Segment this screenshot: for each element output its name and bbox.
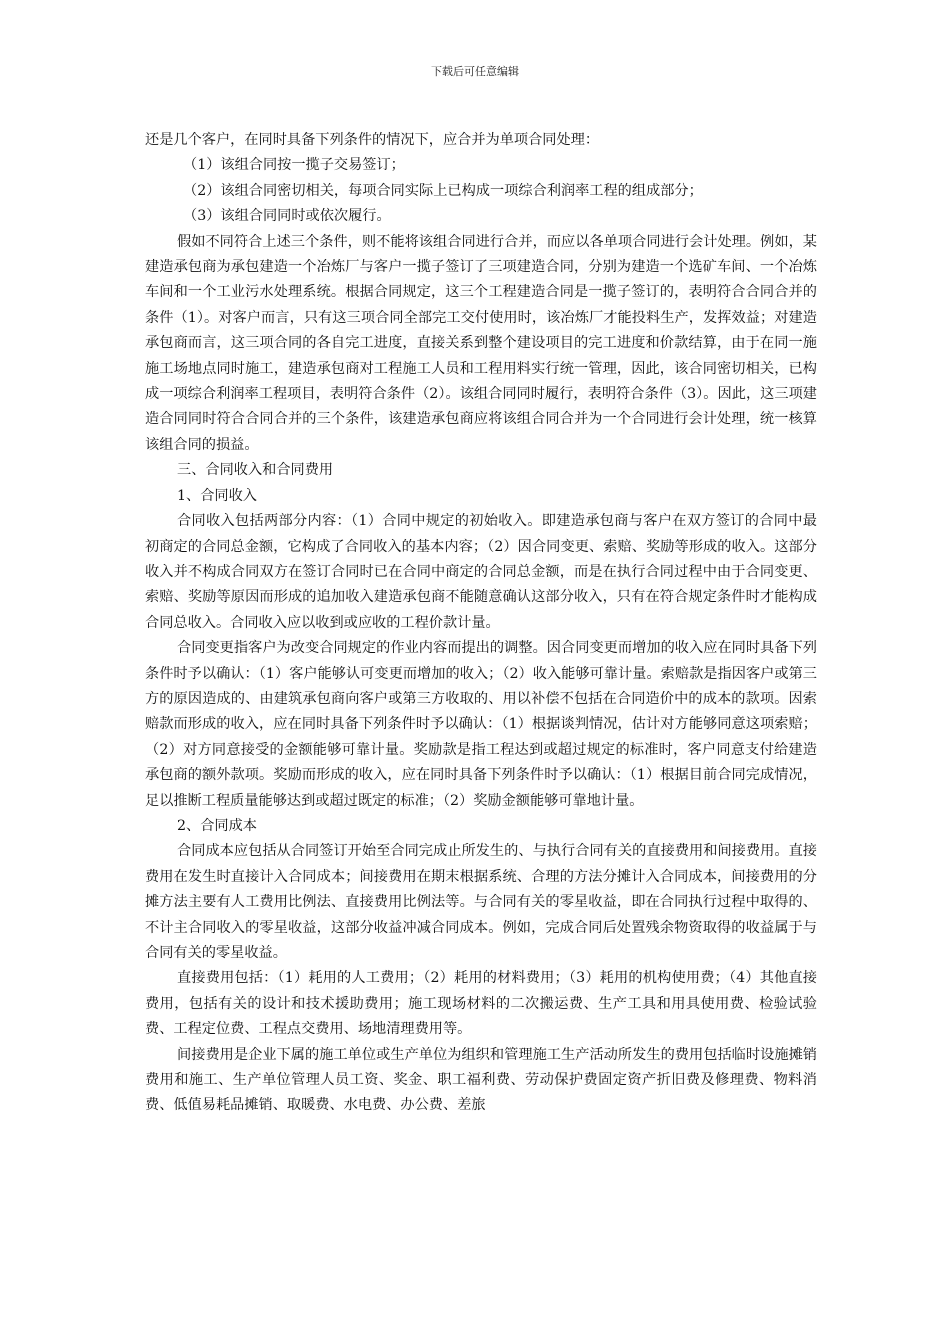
paragraph-contract-change: 合同变更指客户为改变合同规定的作业内容而提出的调整。因合同变更而增加的收入应在同时具备下列条件时予以确认：（1）客户能够认可变更而增加的收入；（2）收入能够可靠计量。索赔款是指因客户或第三方的原因造成的、由建筑承包商向客户或第三方收取的、用以补偿不包括在合同造价中的成本的款项。因索赔款而形成的收入，应在同时具备下列条件时予以确认：（1）根据谈判情况，估计对方能够同意这项索赔；（2）对方同意接受的金额能够可靠计量。奖励款是指工程达到或超过规定的标准时，客户同意支付给建造承包商的额外款项。奖励而形成的收入，应在同时具备下列条件时予以确认：（1）根据目前合同完成情况，足以推断工程质量能够达到或超过既定的标准；（2）奖励金额能够可靠地计量。 xyxy=(145,640,817,809)
paragraph-direct-costs: 直接费用包括：（1）耗用的人工费用；（2）耗用的材料费用；（3）耗用的机构使用费；（4）其他直接费用，包括有关的设计和技术援助费用；施工现场材料的二次搬运费、生产工具和用具使用费、检验试验费、工程定位费、工程点交费用、场地清理费用等。 xyxy=(145,970,817,1038)
page-header-note: 下载后可任意编辑 xyxy=(431,65,519,78)
condition-item-2: （2）该组合同密切相关，每项合同实际上已构成一项综合利润率工程的组成部分； xyxy=(183,182,703,199)
subsection-heading-2: 2、合同成本 xyxy=(177,817,257,834)
condition-item-1: （1）该组合同按一揽子交易签订； xyxy=(183,157,405,174)
paragraph-indirect-costs: 间接费用是企业下属的施工单位或生产单位为组织和管理施工生产活动所发生的费用包括临时设施摊销费用和施工、生产单位管理人员工资、奖金、职工福利费、劳动保护费固定资产折旧费及修理费、物料消费、低值易耗品摊销、取暖费、水电费、办公费、差旅 xyxy=(145,1046,817,1114)
paragraph-contract-cost: 合同成本应包括从合同签订开始至合同完成止所发生的、与执行合同有关的直接费用和间接费用。直接费用在发生时直接计入合同成本；间接费用在期末根据系统、合理的方法分摊计入合同成本，间接费用的分摊方法主要有人工费用比例法、直接费用比例法等。与合同有关的零星收益，即在合同执行过程中取得的、不计主合同收入的零星收益，这部分收益冲减合同成本。例如，完成合同后处置残余物资取得的收益属于与合同有关的零星收益。 xyxy=(145,843,817,961)
subsection-heading-1: 1、合同收入 xyxy=(177,487,257,504)
paragraph-contract-revenue: 合同收入包括两部分内容：（1）合同中规定的初始收入。即建造承包商与客户在双方签订的合同中最初商定的合同总金额，它构成了合同收入的基本内容；（2）因合同变更、索赔、奖励等形成的收入。这部分收入并不构成合同双方在签订合同时已在合同中商定的合同总金额，而是在执行合同过程中由于合同变更、索赔、奖励等原因而形成的追加收入建造承包商不能随意确认这部分收入，只有在符合规定条件时才能构成合同总收入。合同收入应以收到或应收的工程价款计量。 xyxy=(145,513,817,631)
paragraph-example: 假如不同符合上述三个条件，则不能将该组合同进行合并，而应以各单项合同进行会计处理。例如，某建造承包商为承包建造一个冶炼厂与客户一揽子签订了三项建造合同，分别为建造一个选矿车间、一个冶炼车间和一个工业污水处理系统。根据合同规定，这三个工程建造合同是一揽子签订的，表明符合合同合并的条件（1）。对客户而言，只有这三项合同全部完工交付使用时，该冶炼厂才能投料生产，发挥效益；对建造承包商而言，这三项合同的各自完工进度，直接关系到整个建设项目的完工进度和价款结算，由于在同一施施工场地点同时施工，建造承包商对工程施工人员和工程用料实行统一管理，因此，该合同密切相关，已构成一项综合利润率工程项目，表明符合条件（2）。该组合同同时履行，表明符合条件（3）。因此，这三项建造合同同时符合合同合并的三个条件，该建造承包商应将该组合同合并为一个合同进行会计处理，统一核算该组合同的损益。 xyxy=(145,233,817,453)
paragraph-continuation: 还是几个客户，在同时具备下列条件的情况下，应合并为单项合同处理： xyxy=(145,132,600,148)
condition-item-3: （3）该组合同同时或依次履行。 xyxy=(183,208,391,225)
document-body xyxy=(145,128,817,1119)
section-heading-3: 三、合同收入和合同费用 xyxy=(177,462,334,479)
